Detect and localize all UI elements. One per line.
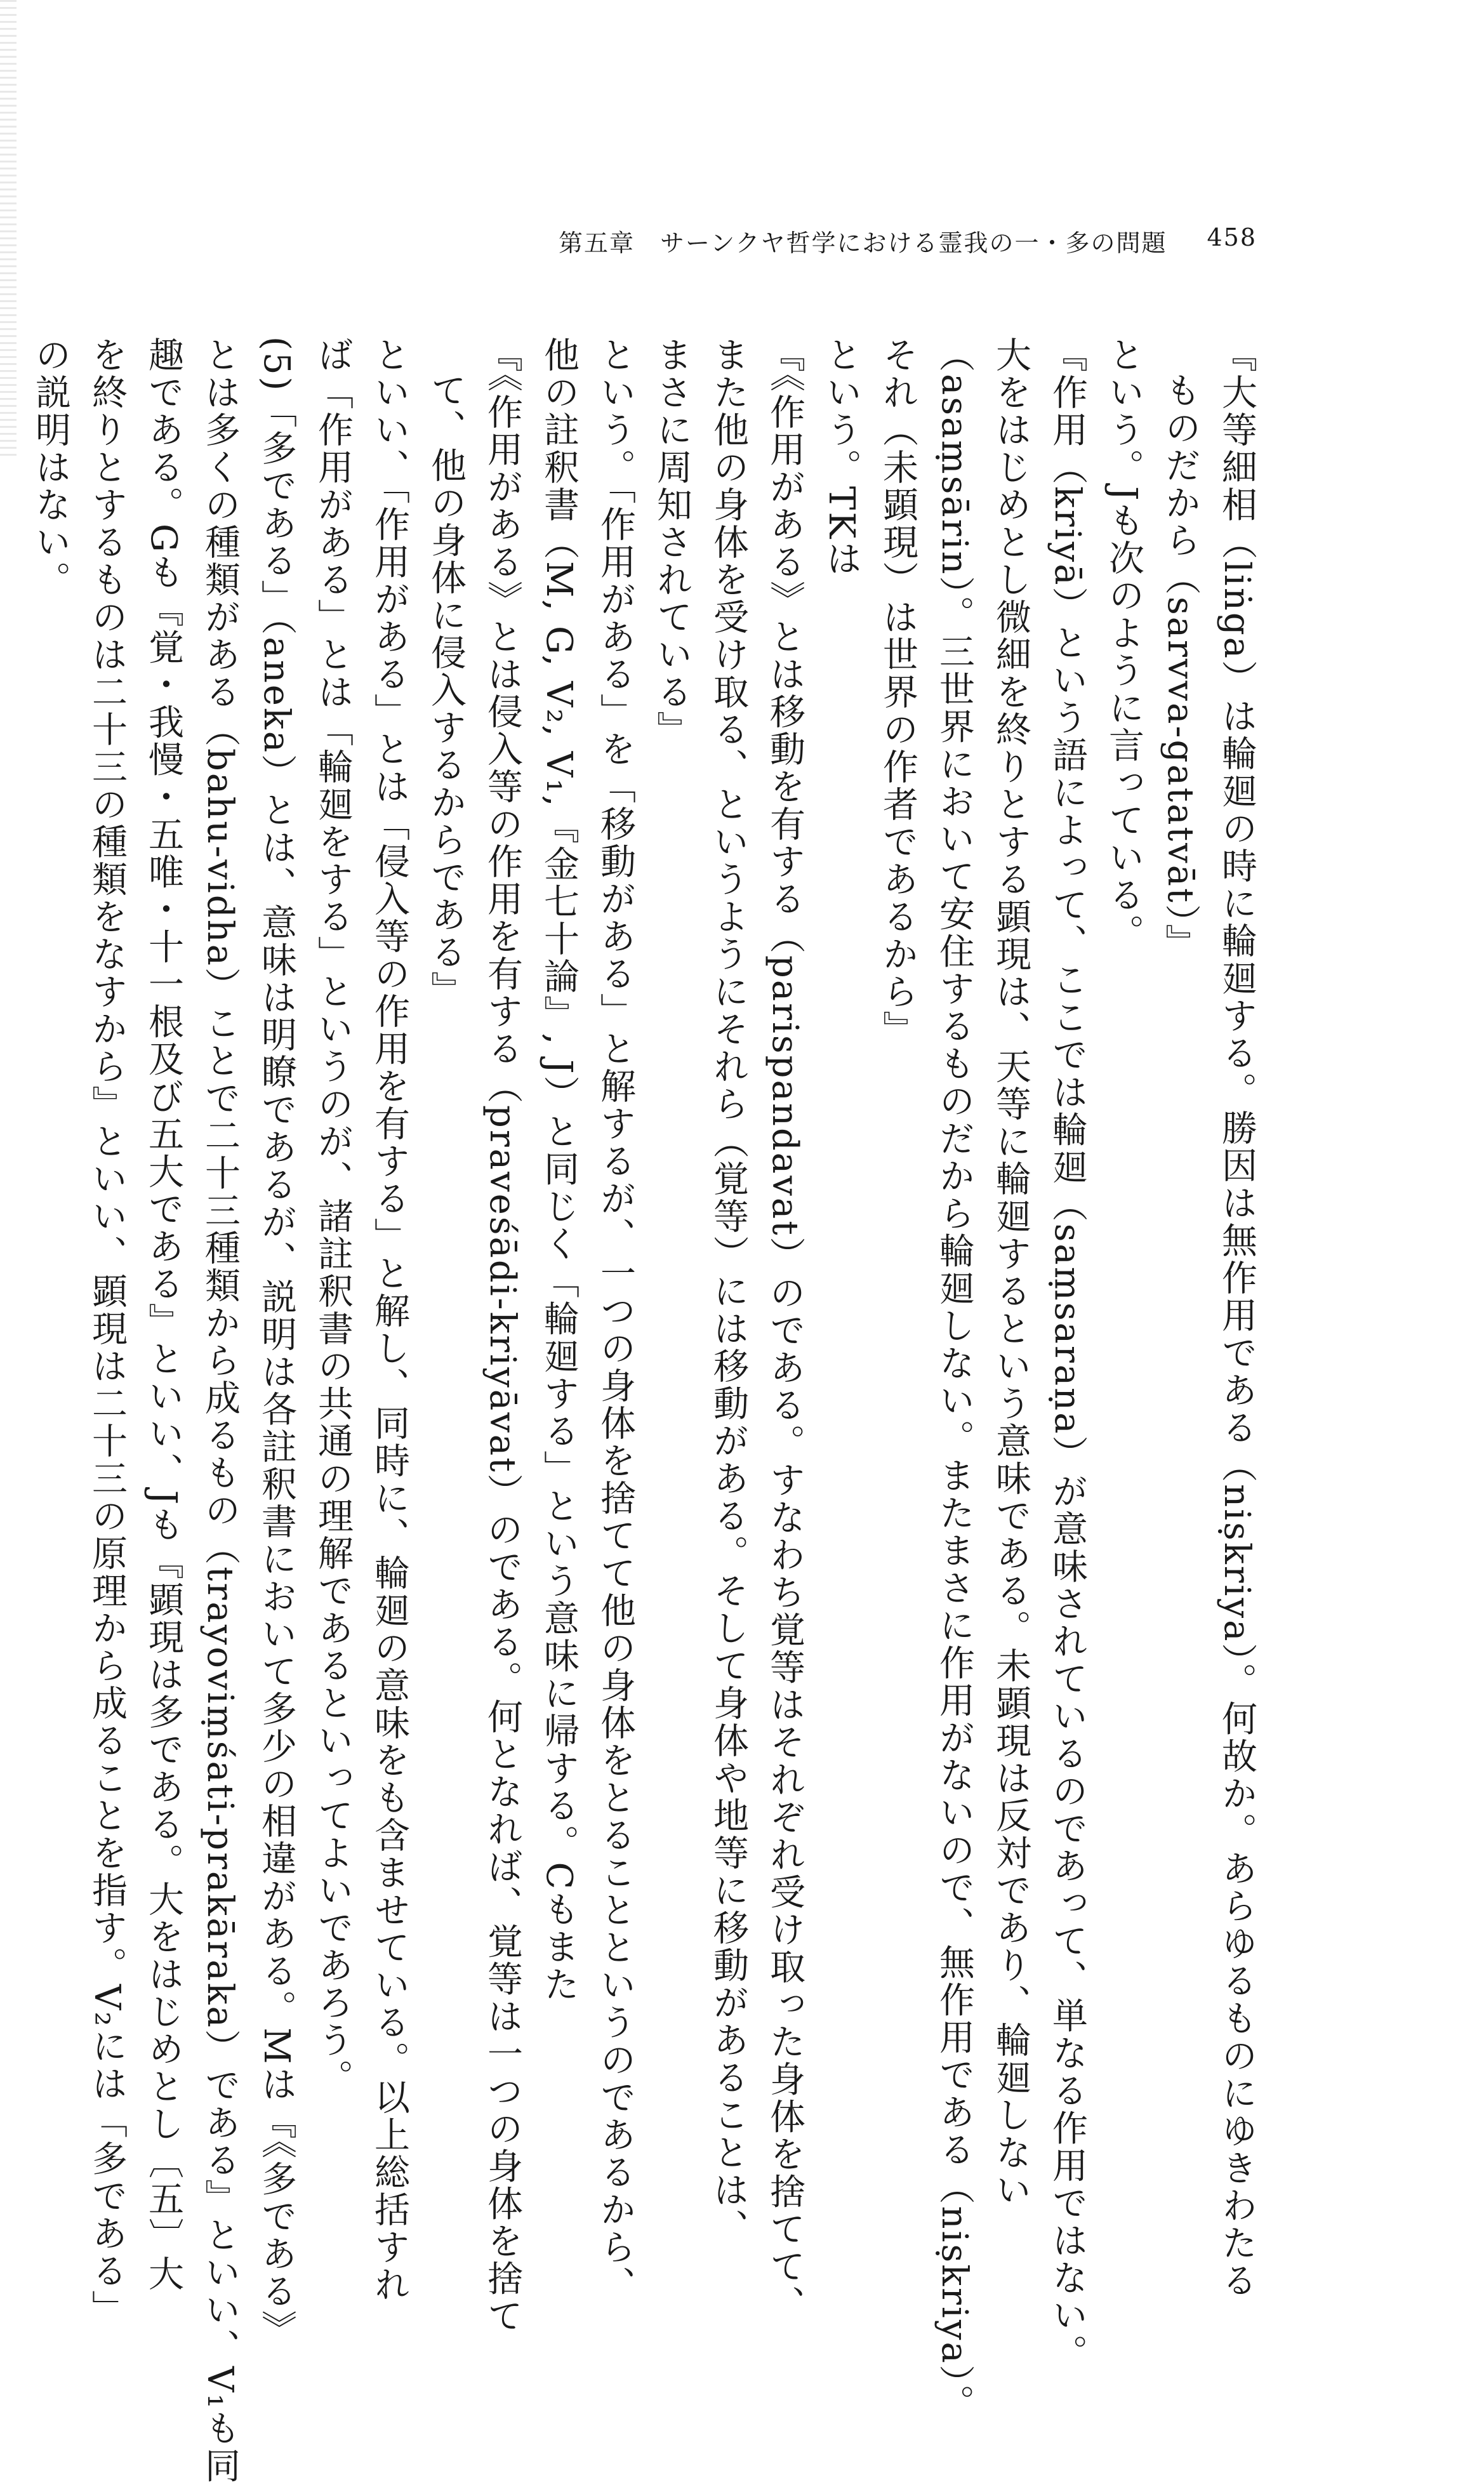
text-line: という。Jも次のように言っている。 [1103,336,1144,952]
text-line: ば「作用がある」とは「輪廻をする」というのが、諸註釈書の共通の理解であるといってよいであろう。 [312,336,354,2097]
text-line: 『大等細相（liṅga）は輪廻の時に輪廻する。勝因は無作用である（niṣkriya）。何故か。あらゆるものにゆきわたる [1216,336,1257,2300]
text-line: 趣である。Gも『覚・我慢・五唯・十一根及び五大である』といい、Jも『顕現は多である。大をはじめとし〔五〕大 [143,336,184,2293]
vertical-body-text [30,336,1265,2485]
text-line: （asaṃsārin）。三世界において安住するものだから輪廻しない。またまさに作用がないので、無作用である（niṣkriya）。 [934,336,975,2422]
text-line: 他の註釈書（M, G, V₂, V₁,『金七十論』, J）と同じく「輪廻する」という意味に帰する。Cもまた [538,336,580,2004]
text-line: 『《作用がある》とは侵入等の作用を有する（praveśādi-kriyāvat）のである。何となれば、覚等は一つの身体を捨て [482,336,523,2335]
scan-edge-shadow [0,0,17,457]
text-line: の説明はない。 [30,336,71,599]
text-line: 大をはじめとし微細を終りとする顕現は、天等に輪廻するという意味である。未顕現は反対であり、輪廻しない [990,336,1031,2209]
text-line: を終りとするものは二十三の種類をなすから』といい、顕現は二十三の原理から成ることを指す。V₂には「多である」 [86,336,128,2328]
text-line: という。「作用がある」を「移動がある」と解するが、一つの身体を捨てて他の身体をとることというのであるから、 [595,336,636,2303]
text-line: という。TKは [821,336,862,578]
text-line: また他の身体を受け取る、というようにそれら（覚等）には移動がある。そして身体や地等に移動があることは、 [708,336,749,2246]
chapter-title: 第五章 サーンクヤ哲学における霊我の一・多の問題 [559,229,1167,257]
page-number: 458 [1207,223,1257,251]
text-line: まさに周知されている』 [651,336,692,748]
text-line: 『《作用がある》とは移動を有する（parispandavat）のである。すなわち覚等はそれぞれ受け取った身体を捨てて、 [764,336,805,2323]
text-line: といい、「作用がある」とは「侵入等の作用を有する」と解し、同時に、輪廻の意味をも含ませている。以上総括すれ [369,336,410,2303]
text-line: て、他の身体に侵入するからである』 [425,372,467,1009]
text-line: ものだから（sarvva-gatatvāt）』 [1160,372,1201,962]
text-line: (5)「多である」（aneka）とは、意味は明瞭であるが、説明は各註釈書において多少の相違がある。Mは『《多である》 [256,336,297,2348]
text-line: 『作用（kriyā）という語によって、ここでは輪廻（saṃsaraṇa）が意味されているのであって、単なる作用ではない。 [1047,336,1088,2372]
running-header [559,223,1257,262]
text-line: とは多くの種類がある（bahu-vidha）ことで二十三種類から成るもの（trayoviṃśati-prakāraka）である』といい、V₁も同 [199,336,241,2485]
text-line: それ（未顕現）は世界の作者であるから』 [877,336,918,1048]
